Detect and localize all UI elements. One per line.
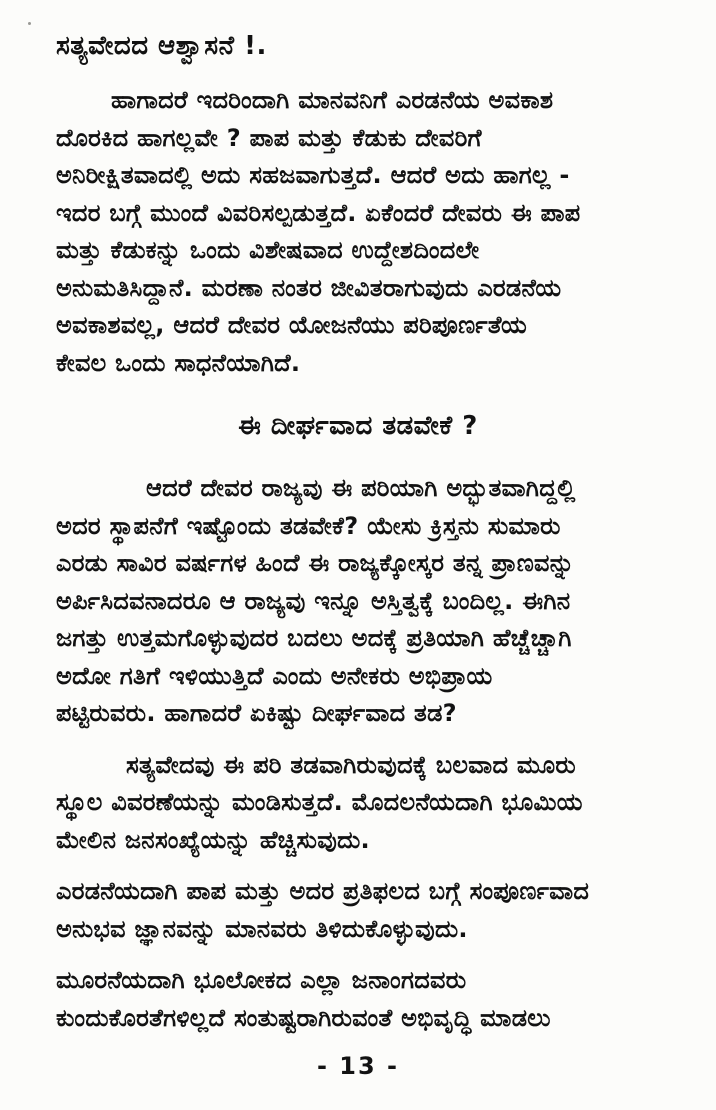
paragraph-3 <box>56 747 660 860</box>
text-line: ಕೇವಲ ಒಂದು ಸಾಧನೆಯಾಗಿದೆ. <box>56 348 301 377</box>
text-line: ಇದರ ಬಗ್ಗೆ ಮುಂದೆ ವಿವರಿಸಲ್ಪಡುತ್ತದೆ. ಏಕೆಂದರೆ ದೇವರು ಈ ಪಾಪ <box>56 198 581 227</box>
text-line: ಅವಕಾಶವಲ್ಲ, ಆದರೆ ದೇವರ ಯೋಜನೆಯು ಪರಿಪೂರ್ಣತೆಯ <box>56 311 528 339</box>
text-line: ಅನಿರೀಕ್ಷಿತವಾದಲ್ಲಿ ಅದು ಸಹಜವಾಗುತ್ತದೆ. ಆದರೆ ಅದು ಹಾಗಲ್ಲ - <box>56 161 570 189</box>
running-title: ಸತ್ಯವೇದದ ಆಶ್ವಾಸನೆ !. <box>56 31 267 61</box>
text-line: ಎರಡು ಸಾವಿರ ವರ್ಷಗಳ ಹಿಂದೆ ಈ ರಾಜ್ಯಕ್ಕೋಸ್ಕರ ತನ್ನ ಪ್ರಾಣವನ್ನು <box>56 549 575 577</box>
text-line: ಪಟ್ಟಿರುವರು. ಹಾಗಾದರೆ ಏಕಿಷ್ಟು ದೀರ್ಘವಾದ ತಡ? <box>56 699 457 727</box>
section-subheading: ಈ ದೀರ್ಘವಾದ ತಡವೇಕೆ ? <box>238 411 478 441</box>
text-line: ಅರ್ಪಿಸಿದವನಾದರೂ ಆ ರಾಜ್ಯವು ಇನ್ನೂ ಅಸ್ತಿತ್ವಕ್ಕೆ ಬಂದಿಲ್ಲ. ಈಗಿನ <box>56 586 571 615</box>
text-line: ಮತ್ತು ಕೆಡುಕನ್ನು ಒಂದು ವಿಶೇಷವಾದ ಉದ್ದೇಶದಿಂದಲೇ <box>56 236 480 264</box>
text-line: ಹಾಗಾದರೆ ಇದರಿಂದಾಗಿ ಮಾನವನಿಗೆ ಎರಡನೆಯ ಅವಕಾಶ <box>111 86 554 114</box>
paragraph-4 <box>56 873 660 948</box>
text-line: ಸತ್ಯವೇದವು ಈ ಪರಿ ತಡವಾಗಿರುವುದಕ್ಕೆ ಬಲವಾದ ಮೂರು <box>126 750 576 779</box>
text-line: ಕುಂದುಕೊರತೆಗಳಿಲ್ಲದೆ ಸಂತುಷ್ಟರಾಗಿರುವಂತೆ ಅಭಿವೃದ್ಧಿ ಮಾಡಲು <box>56 1003 551 1032</box>
text-line: ಅದರ ಸ್ಥಾಪನೆಗೆ ಇಷ್ಟೊಂದು ತಡವೇಕೆ? ಯೇಸು ಕ್ರಿಸ್ತನು ಸುಮಾರು <box>56 511 561 540</box>
page-number: - 13 - <box>316 1052 400 1080</box>
text-line: ಎರಡನೆಯದಾಗಿ ಪಾಪ ಮತ್ತು ಅದರ ಪ್ರತಿಫಲದ ಬಗ್ಗೆ ಸಂಪೂರ್ಣವಾದ <box>56 877 590 905</box>
text-line: ಜಗತ್ತು ಉತ್ತಮಗೊಳ್ಳುವುದರ ಬದಲು ಅದಕ್ಕೆ ಪ್ರತಿಯಾಗಿ ಹೆಚ್ಚೆಚ್ಚಾಗಿ <box>56 624 572 652</box>
text-line: ಅನುಮತಿಸಿದ್ದಾನೆ. ಮರಣಾ ನಂತರ ಜೀವಿತರಾಗುವುದು ಎರಡನೆಯ <box>56 273 562 302</box>
text-line: ಮೇಲಿನ ಜನಸಂಖ್ಯೆಯನ್ನು ಹೆಚ್ಚಿಸುವುದು. <box>56 825 370 854</box>
text-line: ಅನುಭವ ಜ್ಞಾನವನ್ನು ಮಾನವರು ತಿಳಿದುಕೊಳ್ಳುವುದು. <box>56 914 468 943</box>
scan-speck <box>28 22 31 25</box>
text-line: ಆದರೆ ದೇವರ ರಾಜ್ಯವು ಈ ಪರಿಯಾಗಿ ಅದ್ಭುತವಾಗಿದ್ದಲ್ಲಿ <box>146 474 576 502</box>
paragraph-2 <box>56 470 660 733</box>
text-line: ಮೂರನೆಯದಾಗಿ ಭೂಲೋಕದ ಎಲ್ಲಾ ಜನಾಂಗದವರು <box>56 966 467 994</box>
text-line: ಅದೋ ಗತಿಗೆ ಇಳಿಯುತ್ತಿದೆ ಎಂದು ಅನೇಕರು ಅಭಿಪ್ರಾಯ <box>56 661 493 690</box>
paragraph-1 <box>56 82 660 382</box>
paragraph-5 <box>56 962 660 1037</box>
text-line: ಸ್ಥೂಲ ವಿವರಣೆಯನ್ನು ಮಂಡಿಸುತ್ತದೆ. ಮೊದಲನೆಯದಾಗಿ ಭೂಮಿಯ <box>56 788 583 816</box>
text-line: ದೊರಕಿದ ಹಾಗಲ್ಲವೇ ? ಪಾಪ ಮತ್ತು ಕೆಡುಕು ದೇವರಿಗೆ <box>56 123 482 152</box>
